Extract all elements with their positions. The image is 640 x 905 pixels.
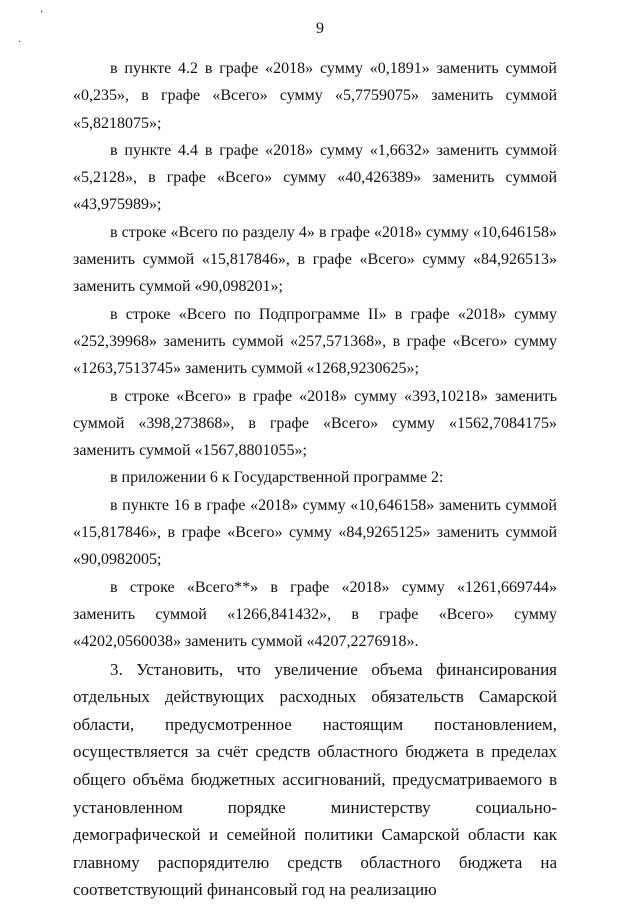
- paragraph: в строке «Всего по разделу 4» в графе «2018» сумму «10,646158» заменить суммой «15,817846», в графе «Всего» сумму «84,926513» заменить суммой «90,098201»;: [73, 223, 557, 296]
- document-body: [73, 55, 557, 904]
- scan-mark: ·: [18, 37, 22, 48]
- paragraph: в пункте 4.2 в графе «2018» сумму «0,1891» заменить суммой «0,235», в графе «Всего» сумму «5,7759075» заменить суммой «5,8218075»;: [73, 60, 557, 132]
- paragraph: в пункте 4.4 в графе «2018» сумму «1,6632» заменить суммой «5,2128», в графе «Всего» сумму «40,426389» заменить суммой «43,975989»;: [73, 141, 557, 214]
- paragraph: в строке «Всего**» в графе «2018» сумму «1261,669744» заменить суммой «1266,841432», в графе «Всего» сумму «4202,0560038» заменить суммой «4207,2276918».: [73, 578, 557, 651]
- paragraph: в пункте 16 в графе «2018» сумму «10,646158» заменить суммой «15,817846», в графе «Всего» сумму «84,9265125» заменить суммой «90,0982005;: [73, 496, 557, 569]
- paragraph: 3. Установить, что увеличение объема финансирования отдельных действующих расходных обязательств Самарской области, предусмотренное настоящим постановлением, осуществляется за счёт средств областного бюджета в пределах общего объёма бюджетных ассигнований, предусматриваемого в установленном порядке министерству социально-демографической и семейной политики Самарской области как главному распорядителю средств областного бюджета на соответствующий финансовый год на реализацию: [73, 659, 557, 900]
- page-number: 9: [316, 20, 324, 37]
- scan-mark: ‘: [40, 9, 44, 20]
- paragraph: в строке «Всего» в графе «2018» сумму «393,10218» заменить суммой «398,273868», в графе «Всего» сумму «1562,7084175» заменить суммой «1567,8801055»;: [73, 387, 557, 460]
- paragraph: в строке «Всего по Подпрограмме II» в графе «2018» сумму «252,39968» заменить суммой «257,571368», в графе «Всего» сумму «1263,7513745» заменить суммой «1268,9230625»;: [73, 305, 557, 378]
- paragraph: в приложении 6 к Государственной программе 2:: [110, 469, 444, 487]
